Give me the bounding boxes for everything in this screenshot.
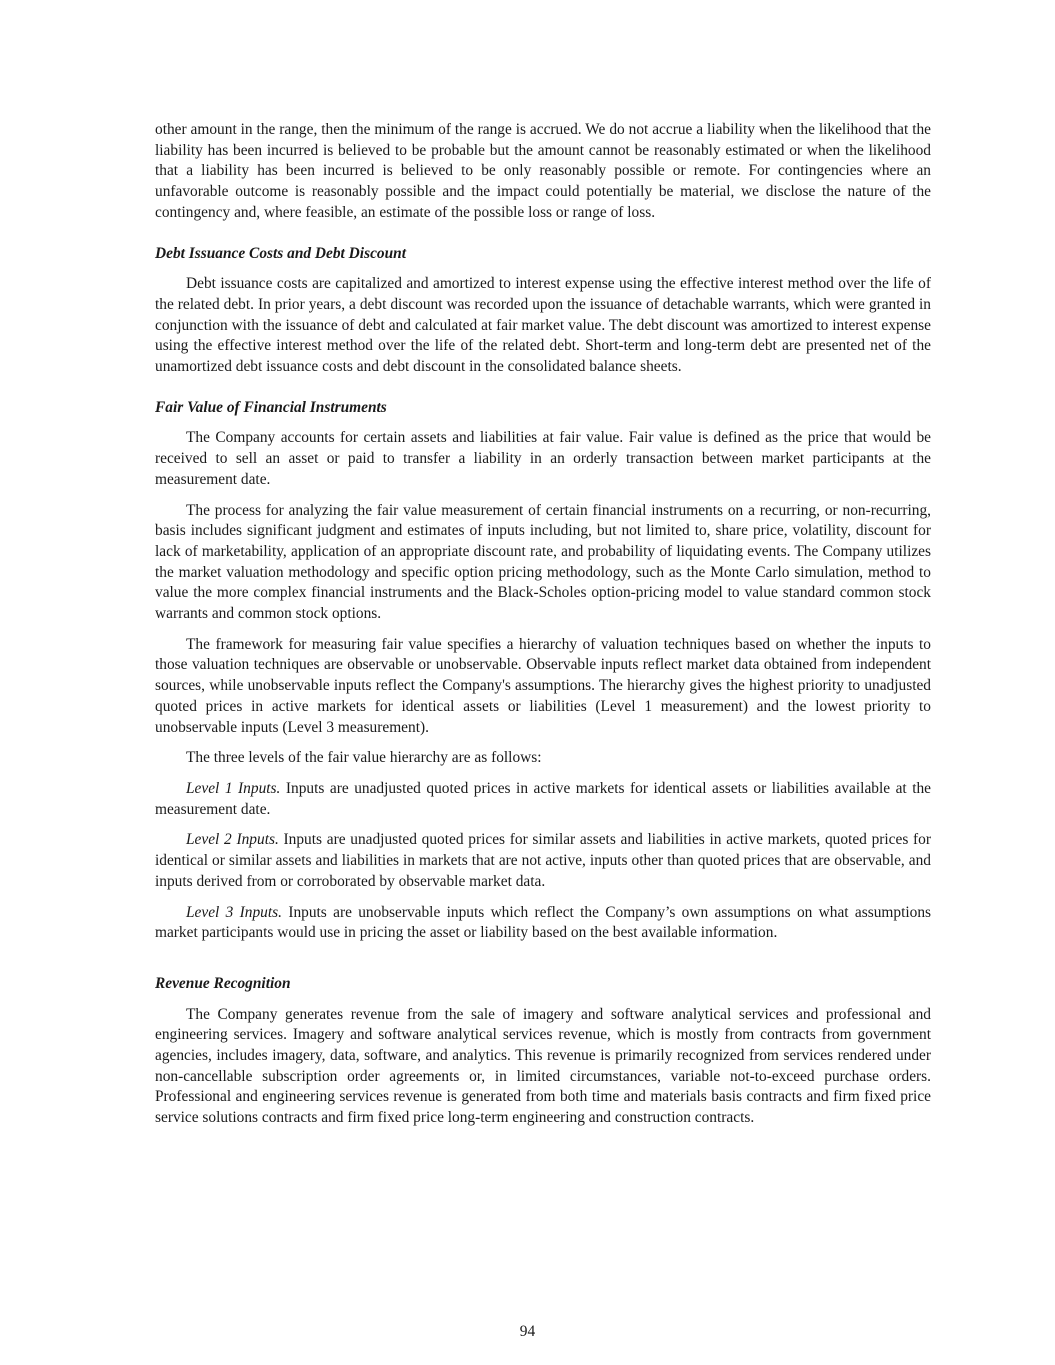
level-1-label: Level 1 Inputs. — [186, 779, 281, 797]
level-3-label: Level 3 Inputs. — [186, 903, 282, 921]
fair-value-paragraph: The Company accounts for certain assets and liabilities at fair value. Fair value is defined as the price that would be received to sell an asset or paid to transfer a liability in an orderly transaction between market participants at the measurement date. — [155, 429, 931, 488]
level-3-text: Inputs are unobservable inputs which reflect the Company’s own assumptions on what assumptions market participants would use in pricing the asset or liability based on the best available information. — [155, 903, 932, 942]
contingencies-paragraph: other amount in the range, then the minimum of the range is accrued. We do not accrue a liability when the likelihood that the liability has been incurred is believed to be probable but the amount cannot be reasonably estimated or when the likelihood that a liability has been incurred is believed to be only reasonably possible or remote. For contingencies where an unfavorable outcome is reasonably possible and the impact could potentially be material, we disclose the nature of the contingency and, where feasible, an estimate of the possible loss or range of loss. — [155, 121, 931, 221]
fair-value-paragraph: The framework for measuring fair value specifies a hierarchy of valuation techniques based on whether the inputs to those valuation techniques are observable or unobservable. Observable inputs reflect market data obtained from independent sources, while unobservable inputs reflect the Company's assumptions. The hierarchy gives the highest priority to unadjusted quoted prices in active markets for identical assets or liabilities (Level 1 measurement) and the lowest priority to unobservable inputs (Level 3 measurement). — [155, 635, 931, 736]
document-page — [155, 120, 931, 1129]
page-number: 94 — [519, 1323, 536, 1340]
revenue-heading: Revenue Recognition — [155, 974, 291, 992]
debt-heading: Debt Issuance Costs and Debt Discount — [155, 244, 406, 262]
level-1-text: Inputs are unadjusted quoted prices in active markets for identical assets or liabilities available at the measurement date. — [155, 779, 932, 818]
level-2-text: Inputs are unadjusted quoted prices for similar assets and liabilities in active markets, quoted prices for identical or similar assets and liabilities in markets that are not active, inputs other than quoted prices that are observable, and inputs derived from or corroborated by observable market data. — [155, 831, 931, 890]
fair-value-paragraph: The process for analyzing the fair value measurement of certain financial instruments on a recurring, or non-recurring, basis includes significant judgment and estimates of inputs including, but not limited to, share price, volatility, discount for lack of marketability, application of an appropriate discount rate, and probability of liquidating events. The Company utilizes the market valuation methodology and specific option pricing methodology, such as the Monte Carlo simulation, method to value the more complex financial instruments and the Black-Scholes option-pricing model to value standard common stock warrants and common stock options. — [155, 501, 931, 623]
fair-value-heading: Fair Value of Financial Instruments — [155, 398, 387, 416]
level-3-paragraph — [155, 903, 931, 944]
level-2-label: Level 2 Inputs. — [186, 831, 279, 849]
debt-paragraph: Debt issuance costs are capitalized and amortized to interest expense using the effective interest method over the life of the related debt. In prior years, a debt discount was recorded upon the issuance of detachable warrants, which were granted in conjunction with the issuance of debt and calculated at fair market value. The debt discount was amortized to interest expense using the effective interest method over the life of the related debt. Short-term and long-term debt are presented net of the unamortized debt issuance costs and debt discount in the consolidated balance sheets. — [155, 275, 931, 376]
fair-value-paragraph: The three levels of the fair value hierarchy are as follows: — [186, 749, 542, 767]
level-2-paragraph — [155, 830, 931, 892]
revenue-paragraph: The Company generates revenue from the sale of imagery and software analytical services and professional and engineering services. Imagery and software analytical services revenue, which is mostly from contracts from government agencies, includes imagery, data, software, and analytics. This revenue is primarily recognized from services rendered under non-cancellable subscription order agreements or, in limited circumstances, variable not-to-exceed purchase orders. Professional and engineering services revenue is generated from both time and materials basis contracts and firm fixed price service solutions contracts and firm fixed price long-term engineering and construction contracts. — [155, 1005, 931, 1127]
level-1-paragraph — [155, 779, 931, 820]
